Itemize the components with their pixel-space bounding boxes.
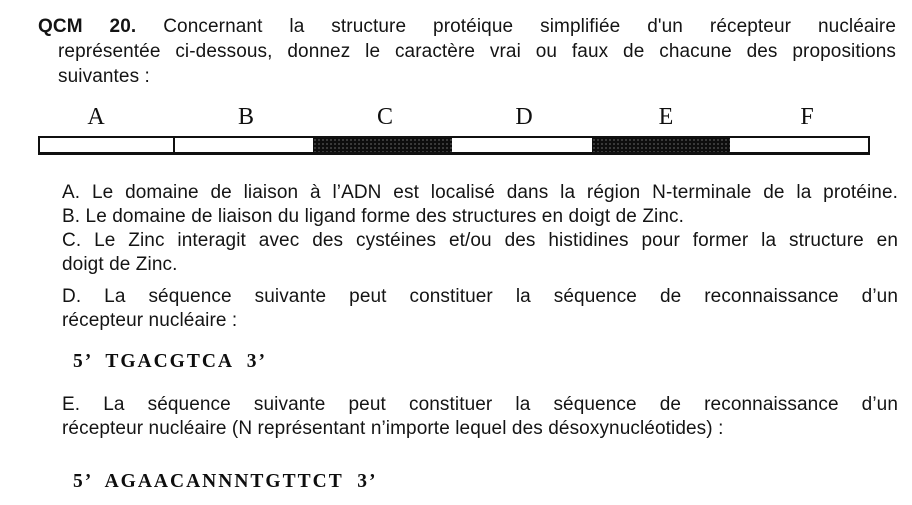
domain-label-c: C [376,104,394,130]
proposition-d-line-2: récepteur nucléaire : [62,310,238,331]
proposition-a: A. Le domaine de liaison à l’ADN est localisé dans la région N-terminale de la protéine. [62,182,898,203]
proposition-e-line-2: récepteur nucléaire (N représentant n’importe lequel des désoxynucléotides) : [62,418,724,439]
proposition-e [62,393,898,441]
propositions-abc [62,181,898,277]
proposition-b: B. Le domaine de liaison du ligand forme des structures en doigt de Zinc. [62,206,684,227]
heading-line-2: représentée ci-dessous, donnez le caractère vrai ou faux de chacune des propositions [58,41,896,62]
protein-domain-bar [38,136,870,155]
domain-label-f: F [800,104,814,130]
domain-segment-c [313,138,452,152]
question-heading [38,14,896,89]
dna-sequence-2: 5’ AGAACANNNTGTTCT 3’ [73,471,378,492]
proposition-d-line-1: D. La séquence suivante peut constituer la séquence de reconnaissance d’un [62,286,898,307]
heading-line-3: suivantes : [58,66,150,87]
question-number: QCM 20. [38,16,137,37]
proposition-c-line-1: C. Le Zinc interagit avec des cystéines et/ou des histidines pour former la structure en [62,230,898,251]
proposition-e-line-1: E. La séquence suivante peut constituer la séquence de reconnaissance d’un [62,394,898,415]
domain-label-a: A [87,104,105,130]
domain-label-e: E [658,104,674,130]
domain-segment-e [592,138,730,152]
domain-label-d: D [515,104,533,130]
domain-segment-d [452,138,592,152]
proposition-d [62,285,898,333]
domain-segment-f [730,138,868,152]
proposition-c-line-2: doigt de Zinc. [62,254,178,275]
domain-label-b: B [237,104,255,130]
dna-sequence-1: 5’ TGACGTCA 3’ [73,351,268,372]
heading-text-1: Concernant la structure protéique simplifiée d'un récepteur nucléaire [163,16,896,37]
domain-segment-b [175,138,313,152]
domain-segment-a [40,138,175,152]
heading-line-1 [38,14,896,39]
